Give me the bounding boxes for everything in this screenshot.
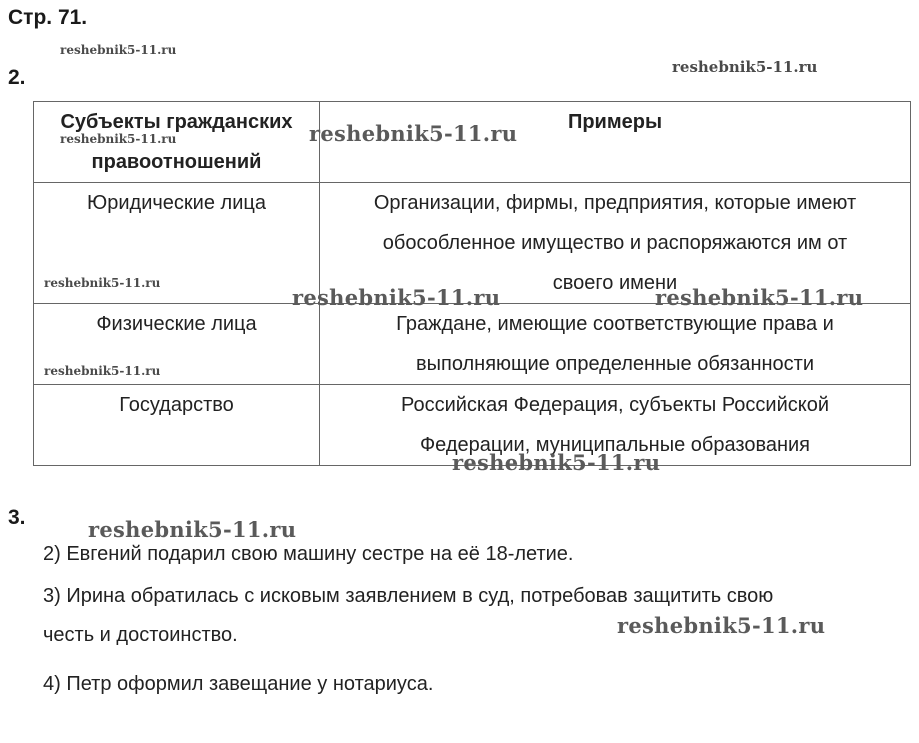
header-subjects-line1: Субъекты гражданских (60, 111, 293, 133)
watermark: reshebnik5-11.ru (88, 517, 297, 542)
example-line: своего имени (552, 272, 678, 294)
header-examples: Примеры (320, 102, 911, 183)
watermark: reshebnik5-11.ru (44, 364, 161, 378)
header-subjects-line2: правоотношений (91, 151, 262, 173)
watermark: reshebnik5-11.ru (60, 132, 177, 146)
watermark: reshebnik5-11.ru (452, 450, 661, 475)
watermark: reshebnik5-11.ru (309, 121, 518, 146)
answer-line: 4) Петр оформил завещание у нотариуса. (43, 673, 434, 695)
task-2-number: 2. (8, 66, 26, 89)
example-line: Российская Федерация, субъекты Российской (400, 394, 830, 416)
table-row (34, 304, 911, 385)
example-line: Граждане, имеющие соответствующие права и (396, 313, 834, 335)
watermark: reshebnik5-11.ru (672, 58, 818, 76)
watermark: reshebnik5-11.ru (292, 285, 501, 310)
task-3-number: 3. (8, 506, 26, 529)
subject-cell: Физические лица (34, 304, 320, 385)
example-line: Федерации, муниципальные образования (419, 434, 811, 456)
example-line: обособленное имущество и распоряжаются им от (382, 232, 848, 254)
answer-line: честь и достоинство. (43, 624, 238, 646)
watermark: reshebnik5-11.ru (60, 43, 177, 57)
subjects-table (33, 101, 911, 466)
example-line: выполняющие определенные обязанности (416, 353, 814, 375)
subject-cell: Государство (34, 385, 320, 466)
answer-line: 2) Евгений подарил свою машину сестре на её 18-летие. (43, 543, 574, 565)
watermark: reshebnik5-11.ru (617, 613, 826, 638)
example-cell (320, 304, 911, 385)
subject-cell: Юридические лица (34, 183, 320, 304)
watermark: reshebnik5-11.ru (44, 276, 161, 290)
watermark: reshebnik5-11.ru (655, 285, 864, 310)
answer-line: 3) Ирина обратилась с исковым заявлением в суд, потребовав защитить свою (43, 585, 774, 607)
example-line: Организации, фирмы, предприятия, которые имеют (373, 192, 857, 214)
page-header: Стр. 71. (8, 6, 88, 29)
